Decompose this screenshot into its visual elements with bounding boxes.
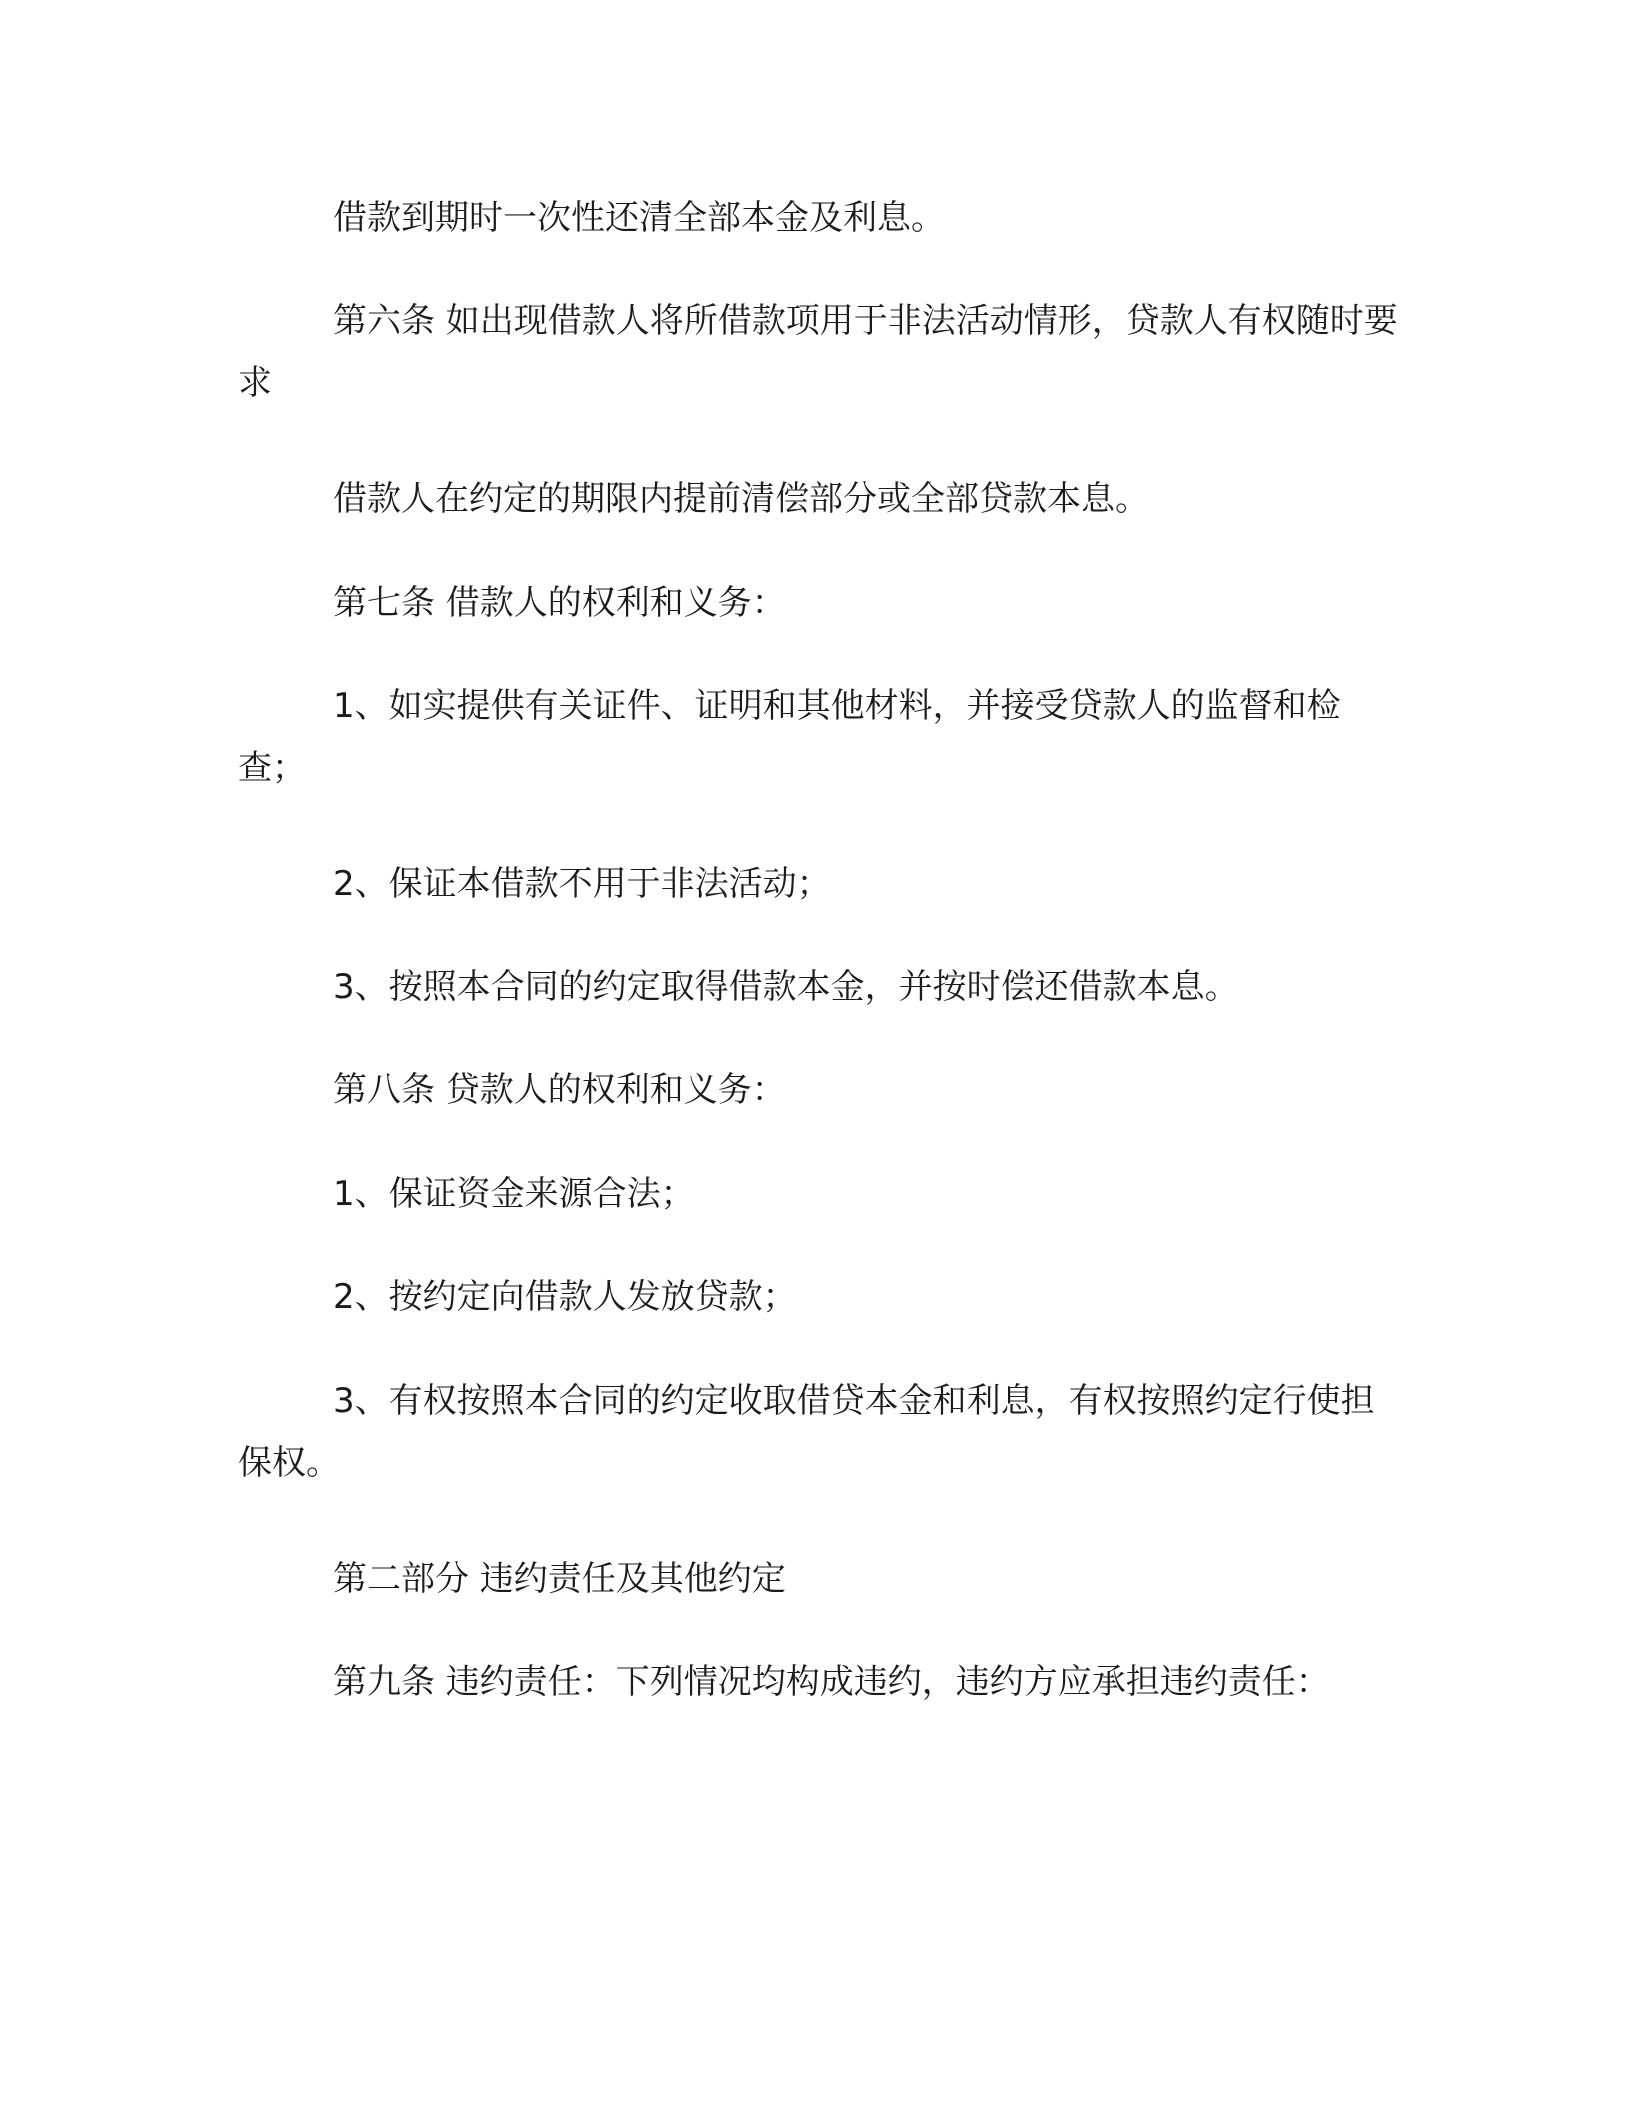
section-heading-part-2: 第二部分 违约责任及其他约定	[333, 1559, 786, 1599]
paragraph-article-8: 第八条 贷款人的权利和义务：	[333, 1070, 786, 1110]
paragraph-article-8-item-1: 1、保证资金来源合法；	[333, 1174, 695, 1214]
paragraph-article-8-item-3: 3、有权按照本合同的约定收取借贷本金和利息，有权按照约定行使担保权。	[238, 1381, 1375, 1483]
paragraph-1: 借款到期时一次性还清全部本金及利息。	[333, 198, 945, 238]
paragraph-article-7-item-3: 3、按照本合同的约定取得借款本金，并按时偿还借款本息。	[333, 967, 1239, 1007]
paragraph-article-6: 第六条 如出现借款人将所借款项用于非法活动情形，贷款人有权随时要求	[238, 301, 1398, 403]
paragraph-3: 借款人在约定的期限内提前清偿部分或全部贷款本息。	[333, 479, 1149, 519]
paragraph-article-9: 第九条 违约责任：下列情况均构成违约，违约方应承担违约责任：	[333, 1662, 1330, 1702]
paragraph-article-8-item-2: 2、按约定向借款人发放贷款；	[333, 1277, 797, 1317]
paragraph-article-7: 第七条 借款人的权利和义务：	[333, 583, 786, 623]
paragraph-article-7-item-1: 1、如实提供有关证件、证明和其他材料，并接受贷款人的监督和检查；	[238, 686, 1341, 788]
paragraph-article-7-item-2: 2、保证本借款不用于非法活动；	[333, 864, 831, 904]
